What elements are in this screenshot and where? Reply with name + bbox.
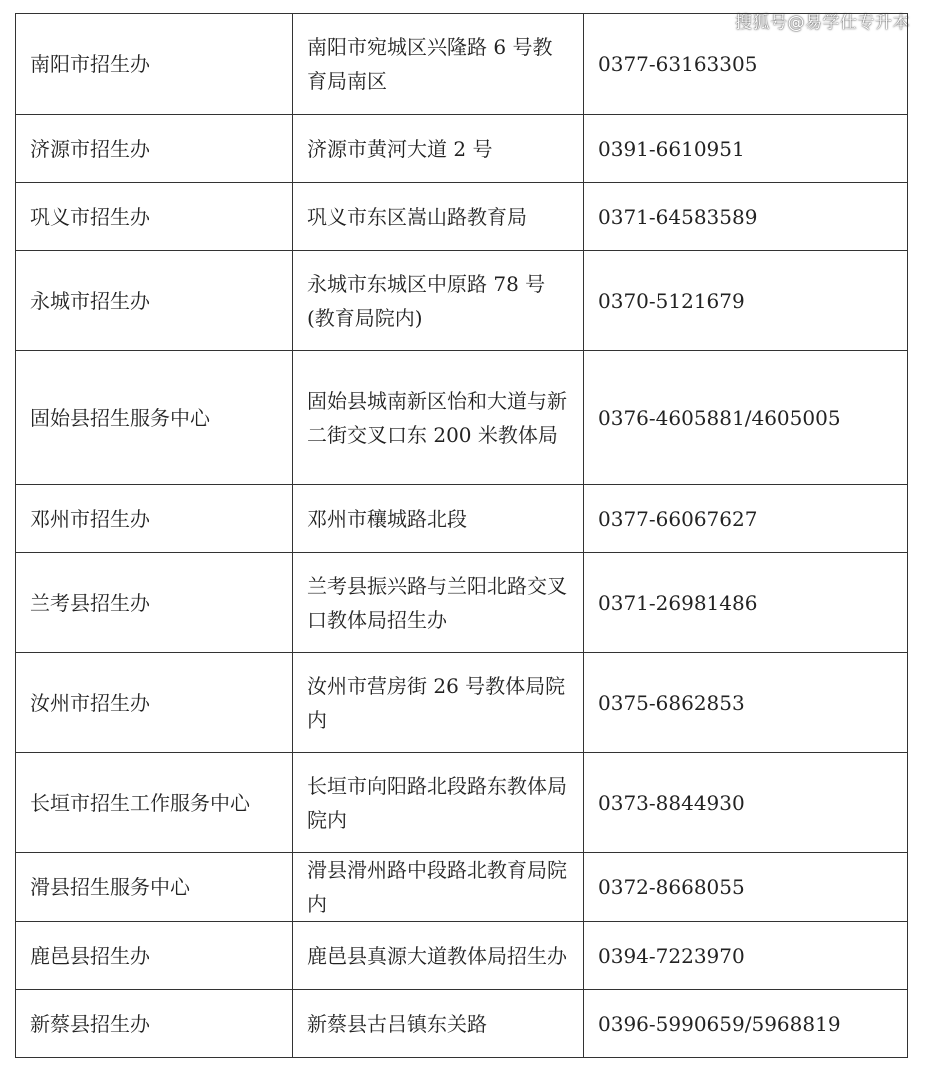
office-phone-cell: 0373-8844930: [584, 753, 908, 853]
office-phone-cell: 0375-6862853: [584, 653, 908, 753]
table-row: [16, 351, 908, 485]
office-phone-cell: 0396-5990659/5968819: [584, 990, 908, 1058]
office-name-cell: 新蔡县招生办: [16, 990, 293, 1058]
table-row: [16, 14, 908, 115]
office-address-cell: 鹿邑县真源大道教体局招生办: [293, 922, 584, 990]
table-row: [16, 653, 908, 753]
admissions-office-table: [15, 13, 908, 1058]
office-name-cell: 邓州市招生办: [16, 485, 293, 553]
office-phone-cell: 0370-5121679: [584, 251, 908, 351]
office-phone-cell: 0376-4605881/4605005: [584, 351, 908, 485]
office-address-cell: 邓州市穰城路北段: [293, 485, 584, 553]
office-phone-cell: 0371-64583589: [584, 183, 908, 251]
office-address-cell: 滑县滑州路中段路北教育局院内: [293, 853, 584, 922]
office-address-cell: 长垣市向阳路北段路东教体局院内: [293, 753, 584, 853]
table-row: [16, 115, 908, 183]
office-name-cell: 滑县招生服务中心: [16, 853, 293, 922]
office-phone-cell: 0377-66067627: [584, 485, 908, 553]
table-row: [16, 922, 908, 990]
table-row: [16, 485, 908, 553]
table-row: [16, 183, 908, 251]
office-address-cell: 济源市黄河大道 2 号: [293, 115, 584, 183]
office-phone-cell: 0372-8668055: [584, 853, 908, 922]
office-phone-cell: 0394-7223970: [584, 922, 908, 990]
office-name-cell: 巩义市招生办: [16, 183, 293, 251]
office-phone-cell: 0391-6610951: [584, 115, 908, 183]
office-name-cell: 长垣市招生工作服务中心: [16, 753, 293, 853]
office-name-cell: 鹿邑县招生办: [16, 922, 293, 990]
office-phone-cell: 0377-63163305: [584, 14, 908, 115]
office-name-cell: 永城市招生办: [16, 251, 293, 351]
watermark-text: 搜狐号@易学仕专升本: [735, 13, 910, 33]
office-name-cell: 汝州市招生办: [16, 653, 293, 753]
table-row: [16, 853, 908, 922]
office-address-cell: 兰考县振兴路与兰阳北路交叉口教体局招生办: [293, 553, 584, 653]
office-phone-cell: 0371-26981486: [584, 553, 908, 653]
office-address-cell: 汝州市营房街 26 号教体局院内: [293, 653, 584, 753]
table-row: [16, 553, 908, 653]
table-row: [16, 251, 908, 351]
office-name-cell: 兰考县招生办: [16, 553, 293, 653]
office-name-cell: 济源市招生办: [16, 115, 293, 183]
office-name-cell: 固始县招生服务中心: [16, 351, 293, 485]
office-address-cell: 新蔡县古吕镇东关路: [293, 990, 584, 1058]
office-address-cell: 巩义市东区嵩山路教育局: [293, 183, 584, 251]
office-address-cell: 永城市东城区中原路 78 号(教育局院内): [293, 251, 584, 351]
table-row: [16, 753, 908, 853]
office-address-cell: 固始县城南新区怡和大道与新二街交叉口东 200 米教体局: [293, 351, 584, 485]
office-address-cell: 南阳市宛城区兴隆路 6 号教育局南区: [293, 14, 584, 115]
office-name-cell: 南阳市招生办: [16, 14, 293, 115]
table-row: [16, 990, 908, 1058]
